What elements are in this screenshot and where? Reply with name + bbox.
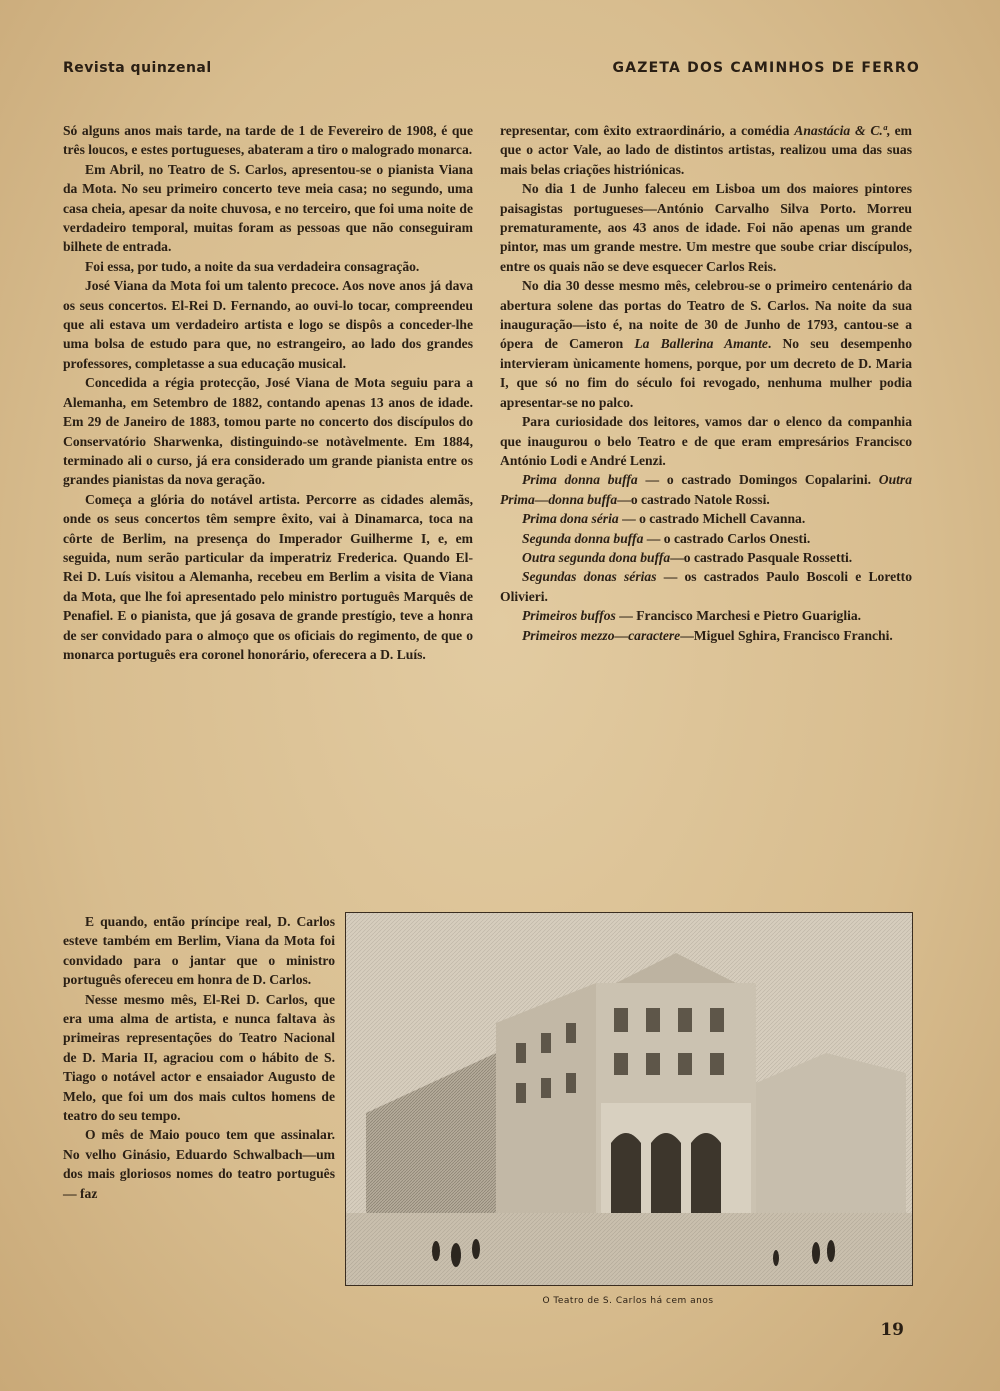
cast-role: Prima dona séria bbox=[522, 511, 619, 527]
cast-entry bbox=[500, 470, 912, 509]
paragraph bbox=[500, 121, 912, 179]
cast-sep: — bbox=[656, 569, 685, 585]
paragraph: Concedida a régia protecção, José Viana de Mota seguiu para a Alemanha, em Setembro de 1882, contando apenas 13 anos de idade. Em 29 de Janeiro de 1883, tomou parte no concerto dos discípulos do Conservatório Sharwenka, distinguindo-se notàvelmente. Em 1884, terminado ali o curso, já era considerado um grande pianista entre os grandes pianistas da nova geração. bbox=[63, 375, 473, 488]
cast-actor: Miguel Sghira, Francisco Franchi. bbox=[693, 627, 893, 643]
cast-entry bbox=[500, 529, 912, 548]
cast-role: Primeiros mezzo—caractere bbox=[522, 627, 681, 643]
cast-entry bbox=[500, 567, 912, 606]
paragraph: Em Abril, no Teatro de S. Carlos, apresentou-se o pianista Viana da Mota. No seu primeiro concerto teve meia casa; no segundo, uma casa cheia, apesar da noite chuvosa, e no terceiro, que foi uma noite de verdadeiro temporal, muitas foram as pessoas que não conseguiram bilhete de entrada. bbox=[63, 161, 473, 255]
cast-role: Primeiros buffos bbox=[522, 608, 616, 624]
cast-actor: o castrado Natole Rossi. bbox=[630, 491, 770, 507]
cast-actor: o castrado Michell Cavanna. bbox=[639, 511, 806, 527]
text-run: , em que o actor Vale, ao lado de distintos artistas, realizou uma das suas mais belas criações histriónicas. bbox=[500, 123, 913, 177]
cast-entry bbox=[500, 606, 912, 625]
cast-sep: — bbox=[637, 472, 667, 488]
right-column bbox=[500, 121, 912, 645]
cast-sep: — bbox=[615, 608, 637, 624]
cast-sep: — bbox=[670, 549, 684, 565]
cast-sep: — bbox=[618, 511, 640, 527]
cast-actor: Francisco Marchesi e Pietro Guariglia. bbox=[636, 608, 862, 624]
cast-sep: — bbox=[617, 491, 631, 507]
paragraph bbox=[500, 276, 912, 412]
cast-actor: o castrado Pasquale Rossetti. bbox=[683, 549, 853, 565]
text-run: . No seu desempenho intervieram ùnicamente homens, porque, por um decreto de D. Maria I, que só no fim do século foi revogado, nenhuma mulher podia apresentar-se no palco. bbox=[500, 336, 912, 410]
cast-entry bbox=[500, 548, 912, 567]
left-column-bottom bbox=[63, 912, 335, 1203]
cast-actor: o castrado Carlos Onesti. bbox=[663, 530, 811, 546]
cast-sep: — bbox=[680, 627, 694, 643]
paragraph: E quando, então príncipe real, D. Carlos esteve também em Berlim, Viana da Mota foi convidado para o jantar que o ministro português ofereceu em honra de D. Carlos. bbox=[63, 914, 335, 988]
cast-role: Segundas donas sérias bbox=[522, 569, 657, 585]
text-run: No dia 30 desse mesmo mês, celebrou-se o primeiro centenário da abertura solene das portas do Teatro de S. Carlos. Na noite da sua inauguração—isto é, na noite de 30 de Junho de 1793, cantou-se a ópera de Cameron bbox=[500, 278, 912, 352]
cast-actor: os castrados Paulo Boscoli e Loretto Olivieri. bbox=[500, 569, 912, 604]
paragraph: No dia 1 de Junho faleceu em Lisboa um dos maiores pintores paisagistas portugueses—António Carvalho Silva Porto. Morreu prematuramente, aos 43 anos de idade. Foi não apenas um grande pintor, mas um grande mestre. Um mestre que soube criar discípulos, entre os quais não se deve esquecer Carlos Reis. bbox=[500, 181, 912, 274]
engraving-illustration bbox=[346, 913, 912, 1285]
cast-role: Segunda donna buffa bbox=[522, 530, 644, 546]
play-title: Anastácia & C.ª bbox=[794, 123, 887, 138]
running-head-left: Revista quinzenal bbox=[63, 60, 212, 76]
cast-role: Outra segunda dona buffa bbox=[522, 549, 671, 565]
cast-actor: o castrado Domingos Copalarini. bbox=[666, 472, 879, 488]
theatre-engraving bbox=[345, 912, 913, 1286]
paragraph: Para curiosidade dos leitores, vamos dar o elenco da companhia que inaugurou o belo Teatro e de que eram empresários Francisco António Lodi e André Lenzi. bbox=[500, 414, 912, 468]
cast-role: Outra Prima—donna buffa bbox=[500, 472, 912, 507]
cast-role: Prima donna buffa bbox=[522, 472, 638, 488]
figure-caption: O Teatro de S. Carlos há cem anos bbox=[542, 1296, 714, 1306]
cast-sep: — bbox=[643, 530, 664, 546]
paragraph: Só alguns anos mais tarde, na tarde de 1 de Fevereiro de 1908, é que três loucos, e estes portugueses, abateram a tiro o malogrado monarca. bbox=[63, 123, 473, 158]
page-number: 19 bbox=[880, 1320, 904, 1340]
paragraph: O mês de Maio pouco tem que assinalar. No velho Ginásio, Eduardo Schwalbach—um dos mais gloriosos nomes do teatro português — faz bbox=[63, 1127, 335, 1201]
paragraph: Começa a glória do notável artista. Percorre as cidades alemãs, onde os seus concertos têm sempre êxito, vai à Dinamarca, toca na côrte de Berlim, na presença do Imperador Guilherme I, e, em seguida, num serão particular da imperatriz Frederica. Quando El-Rei D. Luís visitou a Alemanha, recebeu em Berlim a visita de Viana da Mota, que lhe foi apresentado pelo ministro português Marquês de Penafiel. E o pianista, que já gosava de grande prestígio, teve a honra de ser convidado para o almoço que os oficiais do regimento, de que o monarca português era coronel honorário, oferecera a D. Luís. bbox=[63, 491, 473, 662]
left-column-top bbox=[63, 121, 473, 664]
cast-entry bbox=[500, 509, 912, 528]
paragraph: Foi essa, por tudo, a noite da sua verdadeira consagração. bbox=[85, 258, 420, 274]
cast-entry bbox=[500, 626, 912, 645]
paragraph: José Viana da Mota foi um talento precoce. Aos nove anos já dava os seus concertos. El-Rei D. Fernando, ao ouvi-lo tocar, compreendeu que ali estava um verdadeiro artista e logo se dispôs a conceder-lhe uma bolsa de estudo para que, no estrangeiro, ao lado dos grandes professores, completasse a sua educação musical. bbox=[63, 278, 473, 371]
opera-title: La Ballerina Amante bbox=[634, 336, 768, 352]
text-run: representar, com êxito extraordinário, a comédia bbox=[500, 123, 795, 138]
paragraph: Nesse mesmo mês, El-Rei D. Carlos, que era uma alma de artista, e nunca faltava às primeiras representações do Teatro Nacional de D. Maria II, agraciou com o hábito de S. Tiago o notável actor e ensaiador Augusto de Melo, que foi um dos mais cultos homens de teatro do seu tempo. bbox=[63, 991, 335, 1124]
running-head-right: GAZETA DOS CAMINHOS DE FERRO bbox=[612, 60, 920, 76]
